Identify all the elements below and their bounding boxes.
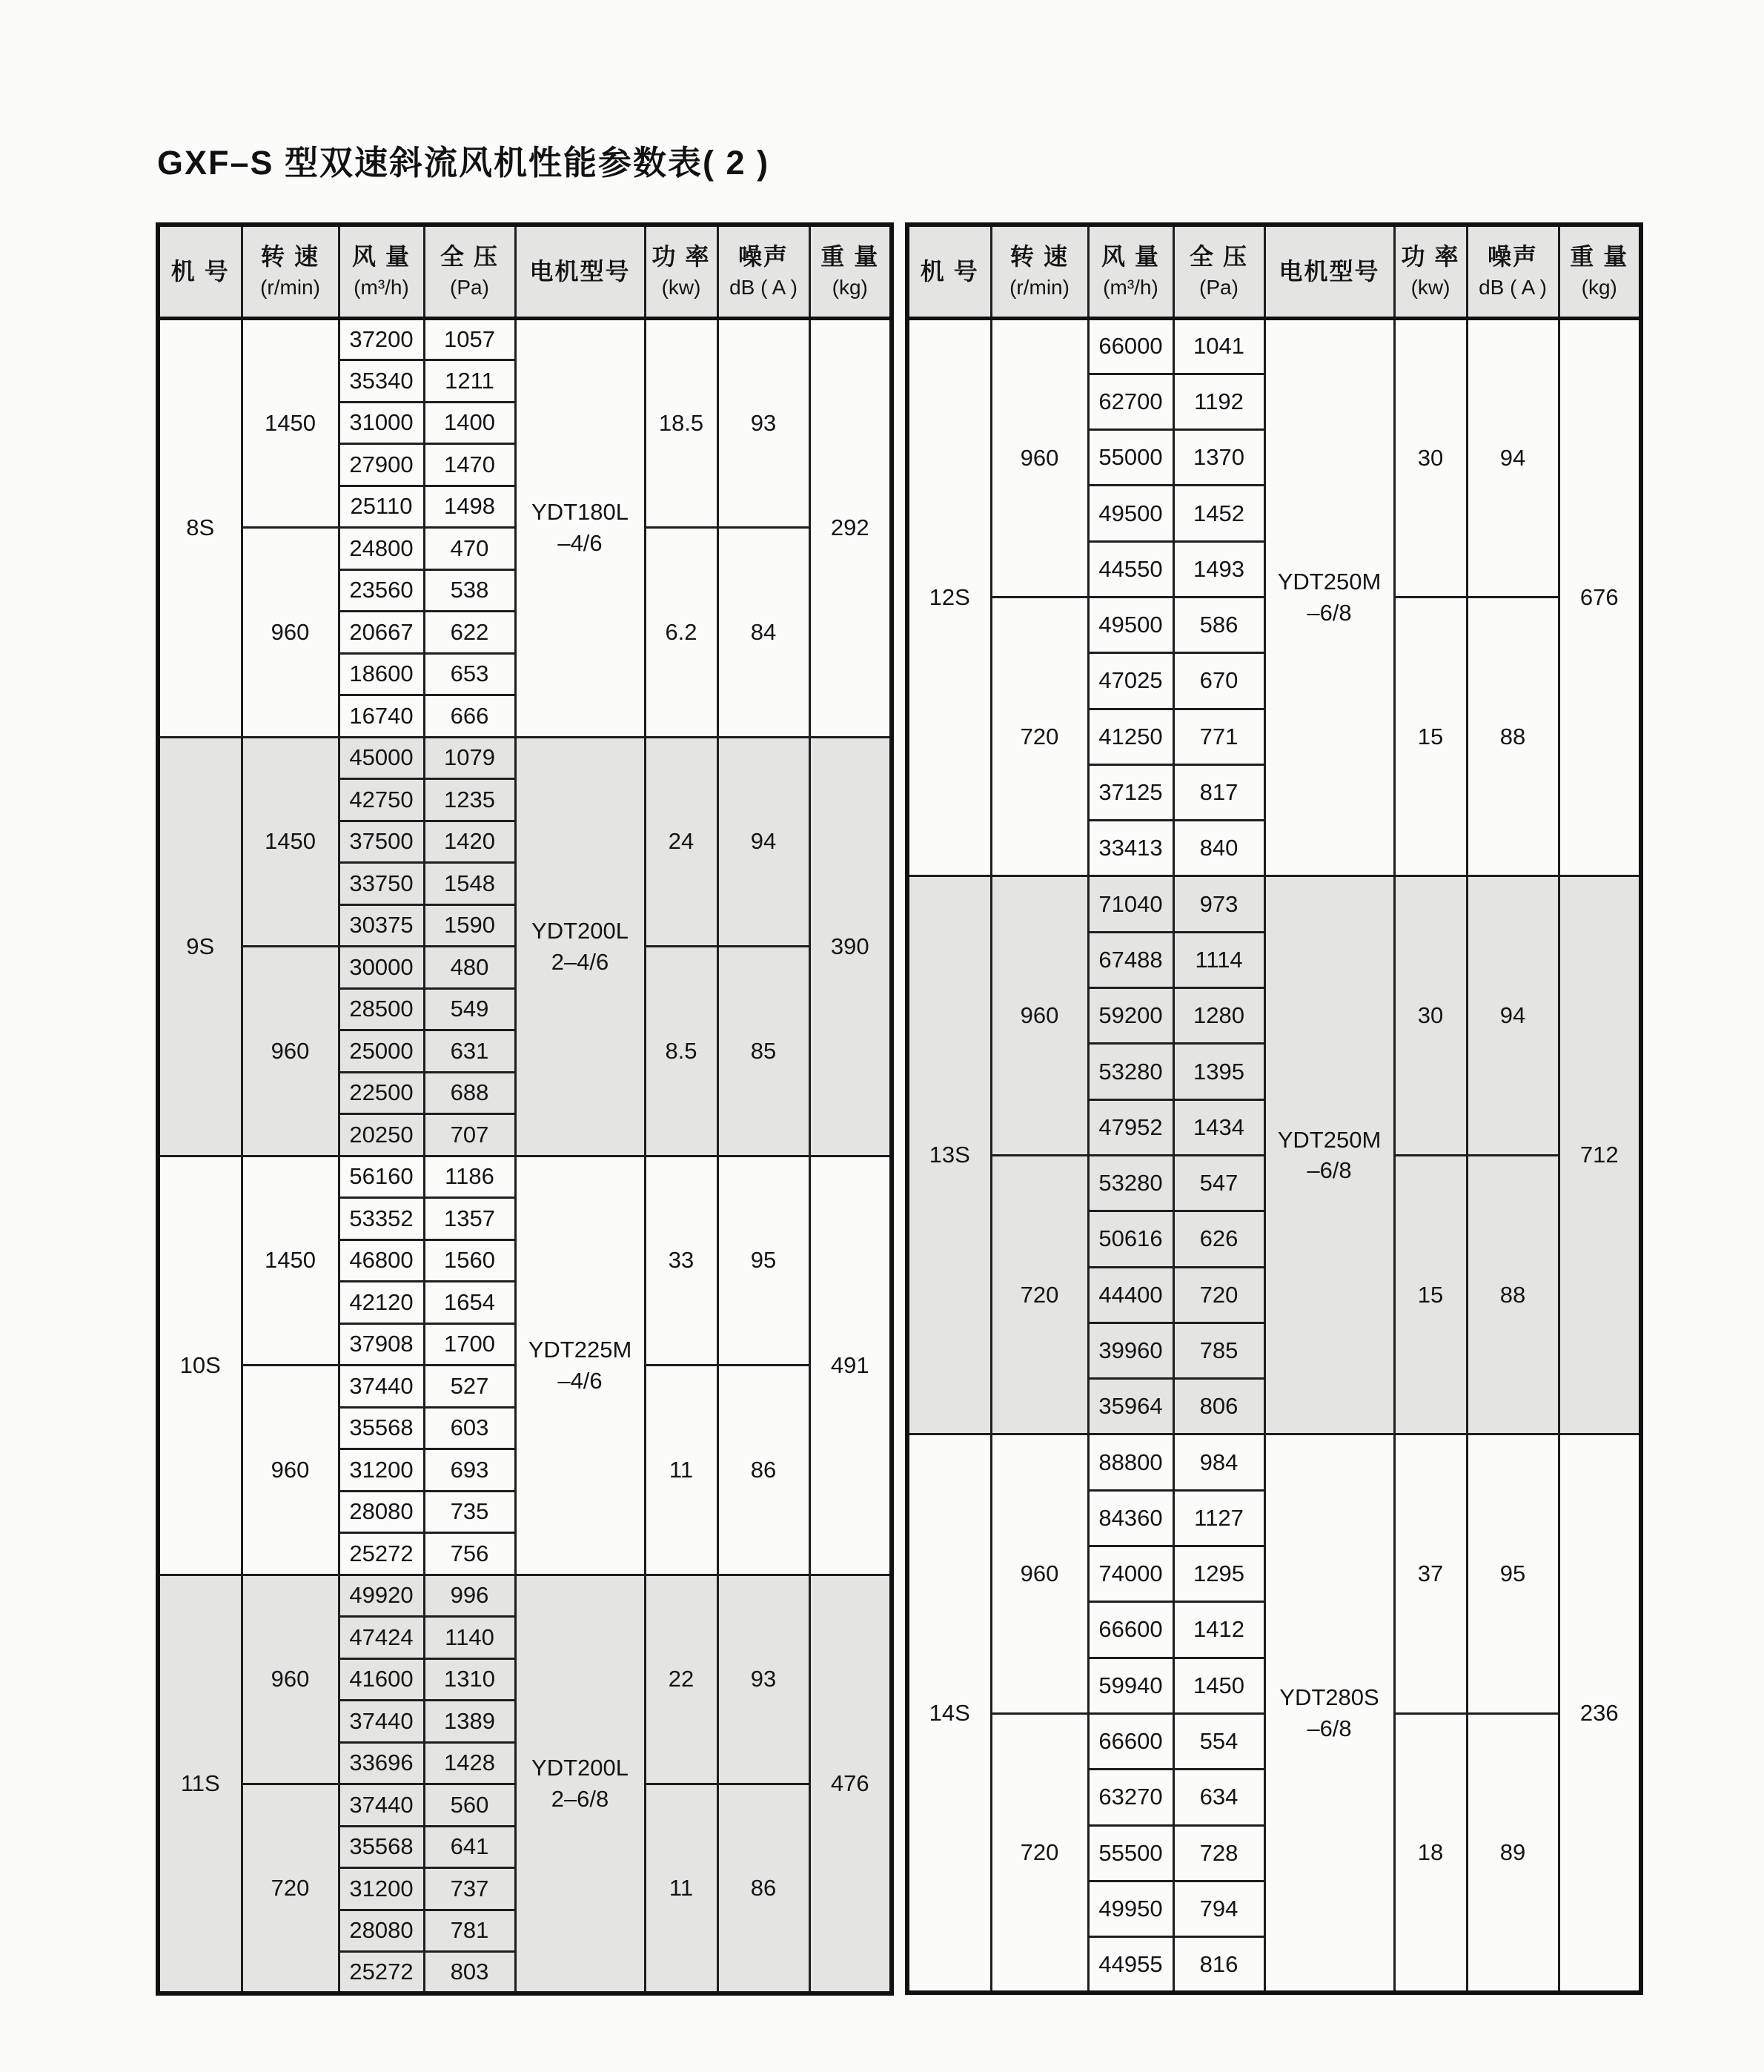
fan-table-right xyxy=(905,222,1643,1995)
machine-cell: 9S xyxy=(158,737,242,1156)
power-cell: 33 xyxy=(645,1156,717,1366)
flow-cell: 44955 xyxy=(1088,1937,1173,1993)
col-header-flow-label: 风 量 xyxy=(1101,243,1160,271)
flow-cell: 18600 xyxy=(339,653,424,695)
motor-model-line: –6/8 xyxy=(1307,1715,1352,1741)
data-row xyxy=(158,1156,892,1198)
pressure-cell: 785 xyxy=(1173,1323,1264,1378)
pressure-cell: 1434 xyxy=(1173,1099,1264,1155)
pressure-cell: 527 xyxy=(424,1366,515,1408)
col-header-flow-unit: (m³/h) xyxy=(354,276,409,299)
motor-model-line: YDT200L xyxy=(531,917,629,944)
pressure-cell: 707 xyxy=(424,1114,515,1156)
power-cell: 24 xyxy=(645,737,717,947)
noise-cell: 85 xyxy=(717,947,809,1156)
power-cell: 11 xyxy=(645,1366,717,1575)
flow-cell: 28500 xyxy=(339,988,424,1030)
flow-cell: 31000 xyxy=(339,402,424,444)
pressure-cell: 1560 xyxy=(424,1239,515,1282)
col-header-speed xyxy=(991,225,1088,318)
col-header-noise-label: 噪声 xyxy=(1487,243,1538,271)
pressure-cell: 781 xyxy=(424,1910,515,1952)
motor-model-line: –6/8 xyxy=(1307,599,1352,626)
motor-model-line: YDT250M xyxy=(1277,569,1382,595)
data-row xyxy=(907,1434,1641,1490)
flow-cell: 45000 xyxy=(339,737,424,779)
flow-cell: 41250 xyxy=(1088,709,1173,764)
flow-cell: 55500 xyxy=(1088,1825,1173,1881)
flow-cell: 37125 xyxy=(1088,764,1173,820)
flow-cell: 49500 xyxy=(1088,486,1173,541)
pressure-cell: 603 xyxy=(424,1407,515,1449)
flow-cell: 42750 xyxy=(339,779,424,821)
speed-cell: 1450 xyxy=(242,318,339,528)
flow-cell: 22500 xyxy=(339,1072,424,1114)
pressure-cell: 1280 xyxy=(1173,988,1264,1044)
flow-cell: 56160 xyxy=(339,1156,424,1198)
motor-cell xyxy=(515,737,645,1156)
speed-cell: 960 xyxy=(242,528,339,738)
flow-cell: 35964 xyxy=(1088,1379,1173,1434)
flow-cell: 59200 xyxy=(1088,988,1173,1044)
col-header-power-unit: (kw) xyxy=(661,276,701,299)
pressure-cell: 771 xyxy=(1173,709,1264,764)
pressure-cell: 720 xyxy=(1173,1267,1264,1323)
noise-cell: 94 xyxy=(1467,876,1559,1155)
noise-cell: 88 xyxy=(1467,597,1559,876)
flow-cell: 25000 xyxy=(339,1030,424,1073)
col-header-speed-unit: (r/min) xyxy=(1009,276,1070,299)
noise-cell: 95 xyxy=(1467,1434,1559,1713)
motor-model-line: –4/6 xyxy=(557,1367,603,1394)
col-header-pressure-label: 全 压 xyxy=(440,243,499,271)
col-header-weight-unit: (kg) xyxy=(832,276,868,299)
power-cell: 30 xyxy=(1394,318,1467,597)
flow-cell: 37440 xyxy=(339,1701,424,1743)
col-header-machine-label: 机 号 xyxy=(920,257,979,285)
flow-cell: 37908 xyxy=(339,1323,424,1366)
pressure-cell: 996 xyxy=(424,1575,515,1617)
data-row xyxy=(158,737,892,779)
power-cell: 22 xyxy=(645,1575,717,1784)
pressure-cell: 1428 xyxy=(424,1742,515,1784)
weight-cell: 476 xyxy=(809,1575,892,1993)
col-header-power xyxy=(1394,225,1467,318)
pressure-cell: 1400 xyxy=(424,402,515,444)
flow-cell: 35568 xyxy=(339,1826,424,1868)
weight-cell: 491 xyxy=(809,1156,892,1575)
col-header-speed-unit: (r/min) xyxy=(260,276,320,299)
pressure-cell: 641 xyxy=(424,1826,515,1868)
col-header-machine xyxy=(158,225,242,318)
pressure-cell: 1450 xyxy=(1173,1658,1264,1713)
motor-cell xyxy=(515,1575,645,1993)
flow-cell: 63270 xyxy=(1088,1770,1173,1825)
pressure-cell: 737 xyxy=(424,1868,515,1910)
col-header-power-label: 功 率 xyxy=(651,243,711,271)
col-header-weight xyxy=(809,225,892,318)
noise-cell: 88 xyxy=(1467,1155,1559,1434)
motor-cell xyxy=(1264,876,1394,1434)
col-header-weight xyxy=(1559,225,1641,318)
flow-cell: 55000 xyxy=(1088,430,1173,486)
flow-cell: 28080 xyxy=(339,1491,424,1533)
pressure-cell: 1654 xyxy=(424,1282,515,1324)
pressure-cell: 1079 xyxy=(424,737,515,779)
flow-cell: 25110 xyxy=(339,486,424,528)
pressure-cell: 1186 xyxy=(424,1156,515,1198)
pressure-cell: 1389 xyxy=(424,1701,515,1743)
col-header-power xyxy=(645,225,717,318)
motor-model-line: YDT180L xyxy=(531,499,629,526)
flow-cell: 37200 xyxy=(339,318,424,360)
flow-cell: 44550 xyxy=(1088,541,1173,597)
tables-container xyxy=(156,222,1643,1996)
flow-cell: 62700 xyxy=(1088,374,1173,429)
weight-cell: 236 xyxy=(1559,1434,1641,1993)
col-header-weight-unit: (kg) xyxy=(1581,276,1617,299)
col-header-flow-label: 风 量 xyxy=(352,243,411,271)
col-header-speed-label: 转 速 xyxy=(1010,243,1069,271)
pressure-cell: 1412 xyxy=(1173,1602,1264,1658)
flow-cell: 47424 xyxy=(339,1617,424,1659)
power-cell: 15 xyxy=(1394,597,1467,876)
pressure-cell: 480 xyxy=(424,947,515,989)
flow-cell: 50616 xyxy=(1088,1211,1173,1267)
pressure-cell: 728 xyxy=(1173,1825,1264,1881)
flow-cell: 37440 xyxy=(339,1366,424,1408)
col-header-noise xyxy=(717,225,809,318)
page-title: GXF–S 型双速斜流风机性能参数表( 2 ) xyxy=(157,144,770,182)
col-header-motor xyxy=(1264,225,1394,318)
pressure-cell: 840 xyxy=(1173,821,1264,876)
flow-cell: 66000 xyxy=(1088,318,1173,374)
flow-cell: 53280 xyxy=(1088,1044,1173,1099)
weight-cell: 712 xyxy=(1559,876,1641,1434)
col-header-pressure-label: 全 压 xyxy=(1190,243,1248,271)
flow-cell: 25272 xyxy=(339,1952,424,1994)
pressure-cell: 735 xyxy=(424,1491,515,1533)
power-cell: 11 xyxy=(645,1784,717,1994)
power-cell: 8.5 xyxy=(645,947,717,1156)
flow-cell: 74000 xyxy=(1088,1546,1173,1602)
flow-cell: 47952 xyxy=(1088,1099,1173,1155)
machine-cell: 12S xyxy=(907,318,991,876)
pressure-cell: 1295 xyxy=(1173,1546,1264,1602)
col-header-power-unit: (kw) xyxy=(1410,276,1450,299)
flow-cell: 41600 xyxy=(339,1658,424,1701)
pressure-cell: 631 xyxy=(424,1030,515,1073)
pressure-cell: 1211 xyxy=(424,360,515,403)
pressure-cell: 1370 xyxy=(1173,430,1264,486)
col-header-noise-unit: dB ( A ) xyxy=(1479,276,1547,299)
pressure-cell: 634 xyxy=(1173,1770,1264,1825)
flow-cell: 20250 xyxy=(339,1114,424,1156)
flow-cell: 66600 xyxy=(1088,1713,1173,1769)
speed-cell: 960 xyxy=(242,1575,339,1784)
flow-cell: 49920 xyxy=(339,1575,424,1617)
pressure-cell: 1590 xyxy=(424,904,515,947)
col-header-speed xyxy=(242,225,339,318)
flow-cell: 53280 xyxy=(1088,1155,1173,1211)
col-header-noise xyxy=(1467,225,1559,318)
power-cell: 18 xyxy=(1394,1713,1467,1992)
speed-cell: 720 xyxy=(242,1784,339,1994)
machine-cell: 14S xyxy=(907,1434,991,1993)
power-cell: 6.2 xyxy=(645,528,717,738)
flow-cell: 47025 xyxy=(1088,653,1173,709)
motor-model-line: YDT225M xyxy=(528,1336,632,1363)
motor-cell xyxy=(1264,318,1394,876)
pressure-cell: 794 xyxy=(1173,1881,1264,1936)
speed-cell: 960 xyxy=(991,876,1088,1155)
pressure-cell: 653 xyxy=(424,653,515,695)
noise-cell: 86 xyxy=(717,1784,809,1994)
col-header-power-label: 功 率 xyxy=(1401,243,1460,271)
pressure-cell: 1548 xyxy=(424,863,515,905)
power-cell: 37 xyxy=(1394,1434,1467,1713)
flow-cell: 37440 xyxy=(339,1784,424,1827)
pressure-cell: 560 xyxy=(424,1784,515,1827)
pressure-cell: 1493 xyxy=(1173,541,1264,597)
power-cell: 30 xyxy=(1394,876,1467,1155)
pressure-cell: 666 xyxy=(424,695,515,738)
pressure-cell: 547 xyxy=(1173,1155,1264,1211)
flow-cell: 39960 xyxy=(1088,1323,1173,1378)
col-header-weight-label: 重 量 xyxy=(1570,243,1629,271)
power-cell: 15 xyxy=(1394,1155,1467,1434)
noise-cell: 86 xyxy=(717,1366,809,1575)
motor-model-line: –6/8 xyxy=(1307,1157,1352,1184)
header-row xyxy=(158,225,892,318)
pressure-cell: 1235 xyxy=(424,779,515,821)
flow-cell: 30000 xyxy=(339,947,424,989)
col-header-pressure xyxy=(1173,225,1264,318)
pressure-cell: 626 xyxy=(1173,1211,1264,1267)
speed-cell: 720 xyxy=(991,1155,1088,1434)
pressure-cell: 1310 xyxy=(424,1658,515,1701)
motor-model-line: 2–6/8 xyxy=(551,1785,609,1812)
flow-cell: 46800 xyxy=(339,1239,424,1282)
col-header-pressure-unit: (Pa) xyxy=(450,276,489,299)
col-header-noise-label: 噪声 xyxy=(737,243,789,271)
flow-cell: 44400 xyxy=(1088,1267,1173,1323)
flow-cell: 31200 xyxy=(339,1449,424,1492)
flow-cell: 31200 xyxy=(339,1868,424,1910)
pressure-cell: 1041 xyxy=(1173,318,1264,374)
col-header-weight-label: 重 量 xyxy=(820,243,880,271)
flow-cell: 42120 xyxy=(339,1282,424,1324)
data-row xyxy=(158,1575,892,1617)
flow-cell: 49950 xyxy=(1088,1881,1173,1936)
noise-cell: 93 xyxy=(717,318,809,528)
speed-cell: 1450 xyxy=(242,1156,339,1366)
noise-cell: 95 xyxy=(717,1156,809,1366)
flow-cell: 35568 xyxy=(339,1407,424,1449)
noise-cell: 94 xyxy=(1467,318,1559,597)
pressure-cell: 554 xyxy=(1173,1713,1264,1769)
speed-cell: 1450 xyxy=(242,737,339,947)
pressure-cell: 973 xyxy=(1173,876,1264,932)
pressure-cell: 622 xyxy=(424,612,515,654)
pressure-cell: 756 xyxy=(424,1533,515,1575)
weight-cell: 292 xyxy=(809,318,892,737)
pressure-cell: 1395 xyxy=(1173,1044,1264,1099)
pressure-cell: 803 xyxy=(424,1952,515,1994)
pressure-cell: 816 xyxy=(1173,1937,1264,1993)
speed-cell: 960 xyxy=(991,1434,1088,1713)
flow-cell: 16740 xyxy=(339,695,424,738)
flow-cell: 30375 xyxy=(339,904,424,947)
data-row xyxy=(158,318,892,360)
fan-table-left xyxy=(156,222,894,1996)
col-header-noise-unit: dB ( A ) xyxy=(729,276,798,299)
flow-cell: 33696 xyxy=(339,1742,424,1784)
motor-model-line: YDT280S xyxy=(1279,1684,1379,1710)
pressure-cell: 1357 xyxy=(424,1198,515,1240)
flow-cell: 53352 xyxy=(339,1198,424,1240)
pressure-cell: 1114 xyxy=(1173,932,1264,987)
noise-cell: 84 xyxy=(717,528,809,738)
motor-model-line: –4/6 xyxy=(557,530,603,556)
pressure-cell: 549 xyxy=(424,988,515,1030)
speed-cell: 960 xyxy=(991,318,1088,597)
machine-cell: 11S xyxy=(158,1575,242,1993)
pressure-cell: 688 xyxy=(424,1072,515,1114)
pressure-cell: 984 xyxy=(1173,1434,1264,1490)
pressure-cell: 1192 xyxy=(1173,374,1264,429)
flow-cell: 23560 xyxy=(339,569,424,612)
pressure-cell: 1700 xyxy=(424,1323,515,1366)
power-cell: 18.5 xyxy=(645,318,717,528)
machine-cell: 10S xyxy=(158,1156,242,1575)
pressure-cell: 586 xyxy=(1173,597,1264,652)
flow-cell: 84360 xyxy=(1088,1490,1173,1546)
col-header-pressure xyxy=(424,225,515,318)
weight-cell: 390 xyxy=(809,737,892,1156)
flow-cell: 88800 xyxy=(1088,1434,1173,1490)
machine-cell: 8S xyxy=(158,318,242,737)
flow-cell: 67488 xyxy=(1088,932,1173,987)
pressure-cell: 693 xyxy=(424,1449,515,1492)
weight-cell: 676 xyxy=(1559,318,1641,876)
speed-cell: 960 xyxy=(242,947,339,1156)
flow-cell: 27900 xyxy=(339,444,424,486)
header-row xyxy=(907,225,1641,318)
flow-cell: 24800 xyxy=(339,528,424,570)
pressure-cell: 470 xyxy=(424,528,515,570)
flow-cell: 59940 xyxy=(1088,1658,1173,1713)
flow-cell: 71040 xyxy=(1088,876,1173,932)
col-header-flow-unit: (m³/h) xyxy=(1103,276,1158,299)
col-header-pressure-unit: (Pa) xyxy=(1199,276,1239,299)
pressure-cell: 1057 xyxy=(424,318,515,360)
col-header-flow xyxy=(1088,225,1173,318)
motor-model-line: YDT250M xyxy=(1277,1126,1382,1153)
pressure-cell: 817 xyxy=(1173,764,1264,820)
pressure-cell: 670 xyxy=(1173,653,1264,709)
col-header-motor xyxy=(515,225,645,318)
machine-cell: 13S xyxy=(907,876,991,1434)
motor-model-line: YDT200L xyxy=(531,1754,629,1781)
pressure-cell: 1420 xyxy=(424,821,515,863)
speed-cell: 960 xyxy=(242,1366,339,1575)
pressure-cell: 1140 xyxy=(424,1617,515,1659)
flow-cell: 33413 xyxy=(1088,821,1173,876)
speed-cell: 720 xyxy=(991,597,1088,876)
col-header-machine-label: 机 号 xyxy=(170,257,230,285)
pressure-cell: 1470 xyxy=(424,444,515,486)
flow-cell: 28080 xyxy=(339,1910,424,1952)
flow-cell: 66600 xyxy=(1088,1602,1173,1658)
noise-cell: 89 xyxy=(1467,1713,1559,1992)
motor-cell xyxy=(515,318,645,737)
col-header-machine xyxy=(907,225,991,318)
col-header-speed-label: 转 速 xyxy=(261,243,319,271)
flow-cell: 49500 xyxy=(1088,597,1173,652)
col-header-flow xyxy=(339,225,424,318)
motor-cell xyxy=(1264,1434,1394,1993)
speed-cell: 720 xyxy=(991,1713,1088,1992)
pressure-cell: 538 xyxy=(424,569,515,612)
pressure-cell: 1498 xyxy=(424,486,515,528)
noise-cell: 93 xyxy=(717,1575,809,1784)
pressure-cell: 1452 xyxy=(1173,486,1264,541)
pressure-cell: 806 xyxy=(1173,1379,1264,1434)
flow-cell: 37500 xyxy=(339,821,424,863)
flow-cell: 20667 xyxy=(339,612,424,654)
motor-model-line: 2–4/6 xyxy=(551,948,609,975)
flow-cell: 33750 xyxy=(339,863,424,905)
col-header-motor-label: 电机型号 xyxy=(529,257,631,285)
col-header-motor-label: 电机型号 xyxy=(1279,257,1380,285)
noise-cell: 94 xyxy=(717,737,809,947)
motor-cell xyxy=(515,1156,645,1575)
flow-cell: 25272 xyxy=(339,1533,424,1575)
data-row xyxy=(907,876,1641,932)
data-row xyxy=(907,318,1641,374)
flow-cell: 35340 xyxy=(339,360,424,403)
pressure-cell: 1127 xyxy=(1173,1490,1264,1546)
